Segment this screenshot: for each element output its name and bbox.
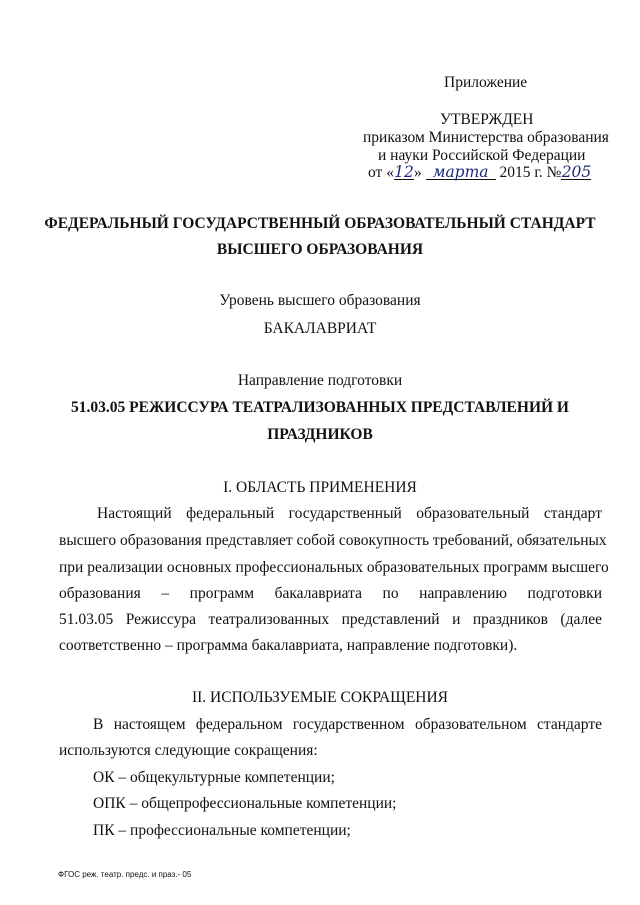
section-2-heading: II. ИСПОЛЬЗУЕМЫЕ СОКРАЩЕНИЯ [191, 689, 449, 706]
direction-line-2: ПРАЗДНИКОВ [267, 426, 373, 443]
section-1-line: соответственно – программа бакалавриата, направление подготовки). [59, 637, 518, 654]
level-label: Уровень высшего образования [219, 292, 421, 309]
date-mid: » [413, 164, 422, 181]
abbreviation-item: ОПК – общепрофессиональные компетенции; [93, 795, 397, 812]
date-prefix: от « [368, 164, 394, 181]
date-year: 2015 г. № [499, 164, 562, 181]
footer-text: ФГОС реж. театр. предс. и праз.- 05 [58, 870, 192, 879]
section-2-intro-line: В настоящем федеральном государственном образовательном стандарте [93, 716, 602, 733]
document-title-line-1: ФЕДЕРАЛЬНЫЙ ГОСУДАРСТВЕННЫЙ ОБРАЗОВАТЕЛЬНЫЙ СТАНДАРТ [44, 215, 596, 232]
section-1-line: 51.03.05 Режиссура театрализованных представлений и праздников (далее [59, 611, 602, 628]
appendix-label: Приложение [444, 74, 528, 91]
level-value: БАКАЛАВРИАТ [263, 320, 377, 337]
abbreviation-item: ОК – общекультурные компетенции; [93, 769, 335, 786]
order-line-1: приказом Министерства образования [363, 129, 609, 146]
section-1-line: образования – программ бакалавриата по направлению подготовки [59, 585, 602, 602]
document-title-line-2: ВЫСШЕГО ОБРАЗОВАНИЯ [216, 241, 424, 258]
section-1-line: Настоящий федеральный государственный образовательный стандарт [97, 505, 602, 522]
approved-label: УТВЕРЖДЕН [440, 111, 534, 128]
order-date-line [368, 164, 591, 182]
direction-line-1: 51.03.05 РЕЖИССУРА ТЕАТРАЛИЗОВАННЫХ ПРЕДСТАВЛЕНИЙ И [71, 399, 569, 416]
date-month: марта [426, 165, 496, 180]
section-1-line: при реализации основных профессиональных образовательных программ высшего [59, 559, 609, 576]
section-2-intro-line: используются следующие сокращения: [59, 742, 318, 759]
direction-label: Направление подготовки [237, 372, 403, 389]
section-1-heading: I. ОБЛАСТЬ ПРИМЕНЕНИЯ [223, 479, 417, 496]
section-1-line: высшего образования представляет собой совокупность требований, обязательных [59, 532, 607, 549]
order-number: 205 [561, 163, 592, 181]
date-day: 12 [394, 163, 414, 181]
abbreviation-item: ПК – профессиональные компетенции; [93, 822, 351, 839]
order-line-2: и науки Российской Федерации [378, 147, 586, 164]
